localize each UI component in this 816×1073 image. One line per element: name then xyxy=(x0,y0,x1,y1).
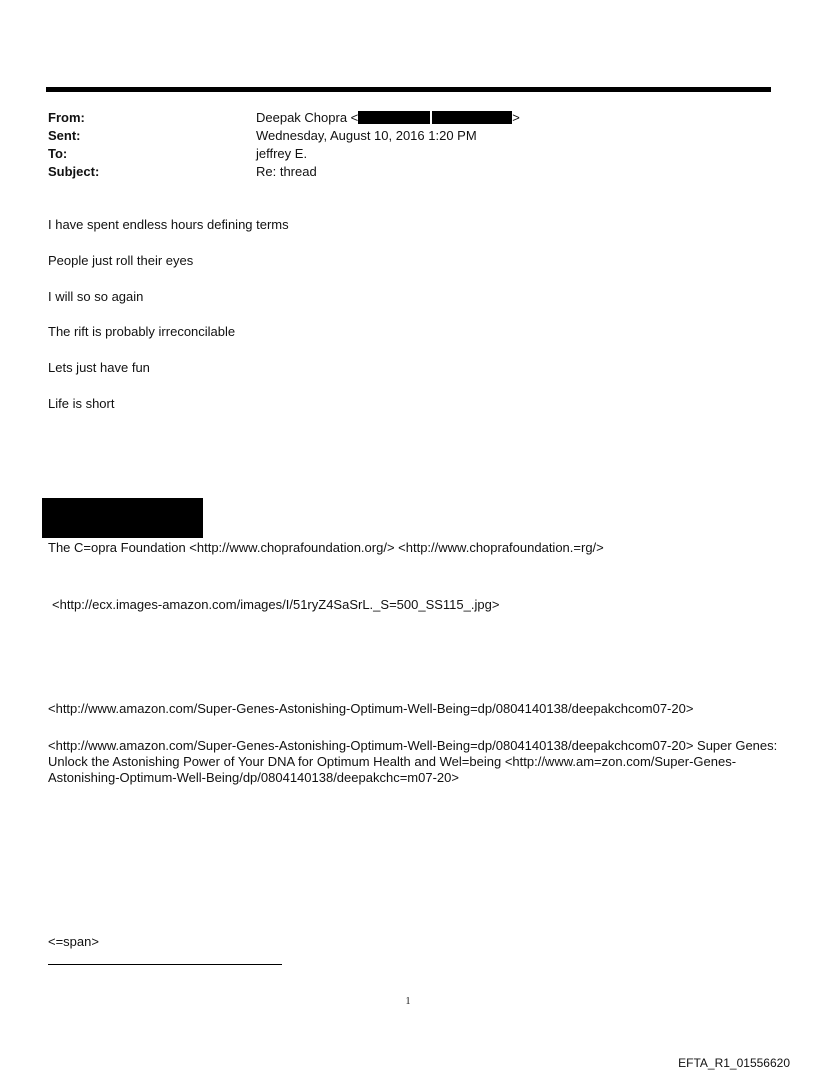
redaction-box xyxy=(358,111,430,124)
amazon-link: <http://www.amazon.com/Super-Genes-Astonishing-Optimum-Well-Being=dp/0804140138/deepakchcom07-20> xyxy=(48,701,694,716)
to-value: jeffrey E. xyxy=(256,146,308,161)
subject-row xyxy=(48,163,748,181)
page-number: 1 xyxy=(405,996,411,1007)
body-line: The rift is probably irreconcilable xyxy=(48,324,236,339)
signature-redaction xyxy=(42,498,203,538)
body-line: Lets just have fun xyxy=(48,360,150,375)
from-close: > xyxy=(512,110,520,125)
from-name: Deepak Chopra < xyxy=(256,110,359,125)
sent-label: Sent: xyxy=(48,128,81,143)
sent-row xyxy=(48,127,748,145)
foundation-line: The C=opra Foundation <http://www.choprafoundation.org/> <http://www.choprafoundation.=rg/> xyxy=(48,540,604,555)
from-value xyxy=(256,109,520,127)
to-label: To: xyxy=(48,146,68,161)
footer-rule xyxy=(48,964,282,965)
body-line: Life is short xyxy=(48,396,115,411)
redaction-box xyxy=(432,111,512,124)
from-label: From: xyxy=(48,110,85,125)
body-line: People just roll their eyes xyxy=(48,253,194,268)
subject-label: Subject: xyxy=(48,164,100,179)
sent-value: Wednesday, August 10, 2016 1:20 PM xyxy=(256,128,477,143)
from-row xyxy=(48,109,748,127)
body-line: I have spent endless hours defining terms xyxy=(48,217,289,232)
span-text: <=span> xyxy=(48,934,99,949)
image-link: <http://ecx.images-amazon.com/images/I/51ryZ4SaSrL._S=500_SS115_.jpg> xyxy=(52,597,500,612)
body-line: I will so so again xyxy=(48,289,144,304)
subject-value: Re: thread xyxy=(256,164,317,179)
header-rule xyxy=(46,87,771,92)
book-block: <http://www.amazon.com/Super-Genes-Astonishing-Optimum-Well-Being=dp/0804140138/deepakchcom07-20> Super Genes: Unlock the Astonishing Power of Your DNA for Optimum Health and Wel=being <http://www.am=zon.com/Super-Genes-Astonishing-Optimum-Well-Being/dp/0804140138/deepakchc=m07-20> xyxy=(48,738,778,785)
to-row xyxy=(48,145,748,163)
bates-number: EFTA_R1_01556620 xyxy=(678,1056,790,1070)
